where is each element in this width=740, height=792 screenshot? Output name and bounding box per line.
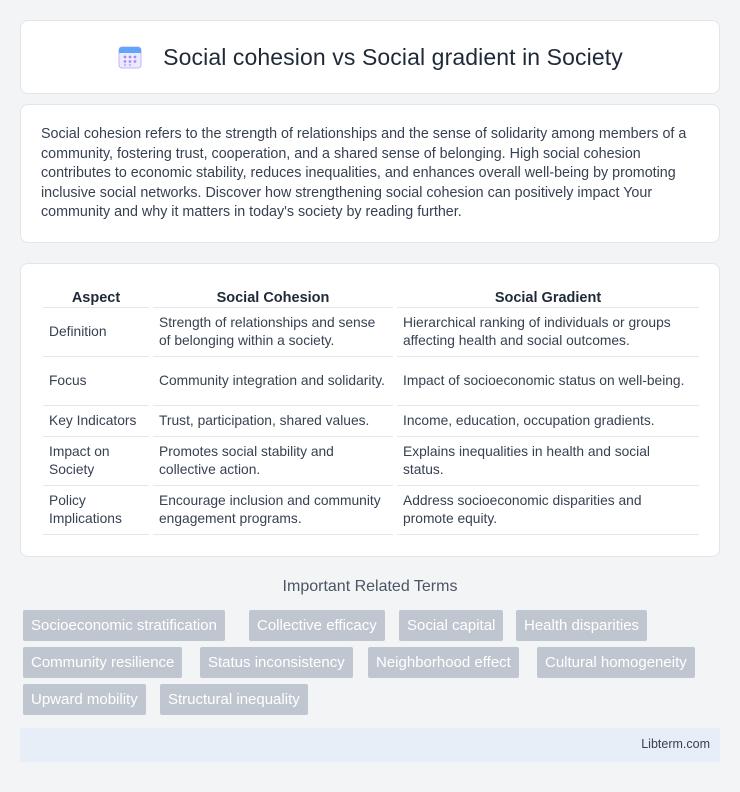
cell-social-gradient: Explains inequalities in health and social status. (397, 437, 699, 486)
related-term-tag[interactable]: Upward mobility (23, 684, 146, 715)
related-term-tag[interactable]: Social capital (399, 610, 503, 641)
related-terms-heading: Important Related Terms (282, 578, 458, 595)
cell-social-cohesion: Promotes social stability and collective action. (153, 437, 393, 486)
table-row (43, 406, 699, 437)
cell-social-cohesion: Trust, participation, shared values. (153, 406, 393, 437)
related-term-tag[interactable]: Structural inequality (160, 684, 308, 715)
cell-social-gradient: Income, education, occupation gradients. (397, 406, 699, 437)
comparison-table-card (20, 263, 720, 557)
comparison-table (43, 286, 699, 535)
cell-social-cohesion: Strength of relationships and sense of belonging within a society. (153, 308, 393, 357)
intro-card (20, 104, 720, 243)
related-term-tag[interactable]: Status inconsistency (200, 647, 353, 678)
header-social-gradient: Social Gradient (397, 286, 699, 308)
cell-social-cohesion: Community integration and solidarity. (153, 357, 393, 406)
calendar-grid-icon (117, 44, 143, 70)
cell-aspect: Impact on Society (43, 437, 149, 486)
related-term-tag[interactable]: Community resilience (23, 647, 182, 678)
related-term-tag[interactable]: Neighborhood effect (368, 647, 519, 678)
title-card (20, 20, 720, 94)
table-row (43, 437, 699, 486)
cell-aspect: Focus (43, 357, 149, 406)
header-aspect: Aspect (43, 286, 149, 308)
related-term-tag[interactable]: Collective efficacy (249, 610, 385, 641)
table-row (43, 486, 699, 535)
intro-text: Social cohesion refers to the strength of relationships and the sense of solidarity among members of a community, fostering trust, cooperation, and a shared sense of belonging. High social cohesion contributes to economic stability, reduces inequalities, and enhances overall well-being by promoting inclusive social networks. Discover how strengthening social cohesion can positively impact Your community and why it matters in today's society by reading further. (41, 126, 687, 221)
related-term-tag[interactable]: Health disparities (516, 610, 647, 641)
cell-social-cohesion: Encourage inclusion and community engagement programs. (153, 486, 393, 535)
footer-site[interactable]: Libterm.com (641, 737, 710, 751)
table-header-row (43, 286, 699, 308)
cell-social-gradient: Address socioeconomic disparities and promote equity. (397, 486, 699, 535)
cell-social-gradient: Hierarchical ranking of individuals or groups affecting health and social outcomes. (397, 308, 699, 357)
cell-social-gradient: Impact of socioeconomic status on well-being. (397, 357, 699, 406)
cell-aspect: Policy Implications (43, 486, 149, 535)
related-term-tag[interactable]: Socioeconomic stratification (23, 610, 225, 641)
header-social-cohesion: Social Cohesion (153, 286, 393, 308)
table-row (43, 308, 699, 357)
page-title: Social cohesion vs Social gradient in Society (163, 43, 623, 70)
footer (20, 728, 720, 762)
table-row (43, 357, 699, 406)
cell-aspect: Key Indicators (43, 406, 149, 437)
related-term-tag[interactable]: Cultural homogeneity (537, 647, 695, 678)
cell-aspect: Definition (43, 308, 149, 357)
